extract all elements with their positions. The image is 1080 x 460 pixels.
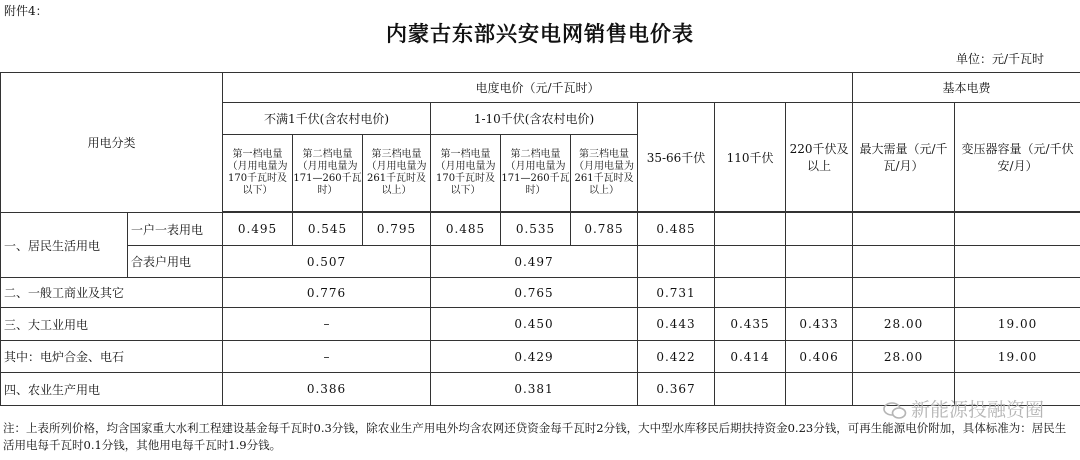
tier2-header-b: 第二档电量（月用电量为171—260千瓦时）	[501, 135, 571, 212]
35-66kv-header: 35-66千伏	[638, 103, 715, 212]
cell: –	[223, 341, 431, 373]
residential-label: 一、居民生活用电	[1, 213, 128, 278]
cell: 0.414	[715, 341, 786, 373]
cell: 0.386	[223, 373, 431, 406]
cell	[638, 246, 715, 278]
shared-meter-label: 合表户用电	[128, 246, 223, 278]
cell: 0.785	[571, 213, 638, 246]
max-demand-header: 最大需量（元/千瓦/月）	[853, 103, 955, 212]
cell: 0.497	[431, 246, 638, 278]
cell: 28.00	[853, 341, 955, 373]
cell: 0.435	[715, 308, 786, 341]
cell	[955, 278, 1080, 308]
cell	[786, 278, 853, 308]
under-1kv-header: 不满1千伏(含农村电价)	[223, 103, 431, 135]
watermark	[883, 395, 1044, 422]
tier1-header-b: 第一档电量（月用电量为170千瓦时及以下）	[431, 135, 501, 212]
cell: 0.507	[223, 246, 431, 278]
energy-price-header: 电度电价（元/千瓦时）	[223, 73, 853, 103]
tier3-header-b: 第三档电量（月用电量为261千瓦时及以上）	[571, 135, 638, 212]
commercial-label: 二、一般工商业及其它	[1, 278, 223, 308]
cell: 28.00	[853, 308, 955, 341]
cell	[715, 213, 786, 246]
cell: 0.429	[431, 341, 638, 373]
transformer-capacity-header: 变压器容量（元/千伏安/月）	[955, 103, 1080, 212]
1-10kv-header: 1-10千伏(含农村电价)	[431, 103, 638, 135]
110kv-header: 110千伏	[715, 103, 786, 212]
220kv-header: 220千伏及以上	[786, 103, 853, 212]
cell	[715, 278, 786, 308]
cell	[715, 373, 786, 406]
cell	[853, 213, 955, 246]
basic-fee-header: 基本电费	[853, 73, 1080, 103]
page-title: 内蒙古东部兴安电网销售电价表	[386, 21, 694, 46]
cell: 0.422	[638, 341, 715, 373]
cell: 0.381	[431, 373, 638, 406]
cell: 0.545	[293, 213, 363, 246]
industrial-label: 三、大工业用电	[1, 308, 223, 341]
tier1-header-a: 第一档电量（月用电量为170千瓦时及以下）	[223, 135, 293, 212]
cell	[715, 246, 786, 278]
furnace-label: 其中：电炉合金、电石	[1, 341, 223, 373]
cell: 0.485	[431, 213, 501, 246]
cell: 0.450	[431, 308, 638, 341]
watermark-text: 新能源投融资圈	[910, 399, 1044, 421]
cell: 19.00	[955, 341, 1080, 373]
cell	[853, 246, 955, 278]
cell: 0.433	[786, 308, 853, 341]
single-meter-label: 一户一表用电	[128, 213, 223, 246]
wechat-icon	[883, 402, 907, 419]
cell: 0.443	[638, 308, 715, 341]
cell: 0.535	[501, 213, 571, 246]
cell	[786, 213, 853, 246]
cell: 19.00	[955, 308, 1080, 341]
tariff-table	[0, 72, 1080, 406]
cell: 0.406	[786, 341, 853, 373]
cell: –	[223, 308, 431, 341]
cell: 0.485	[638, 213, 715, 246]
footnote: 注：上表所列价格，均含国家重大水利工程建设基金每千瓦时0.3分钱，除农业生产用电外均含农网还贷资金每千瓦时2分钱，大中型水库移民后期扶持资金0.23分钱，可再生能源电价附加，具体标准为：居民生活用电每千瓦时0.1分钱，其他用电每千瓦时1.9分钱。	[3, 421, 1067, 452]
cell: 0.765	[431, 278, 638, 308]
cell	[853, 278, 955, 308]
cell: 0.731	[638, 278, 715, 308]
cell: 0.795	[363, 213, 431, 246]
cell	[786, 246, 853, 278]
agriculture-label: 四、农业生产用电	[1, 373, 223, 406]
cell	[955, 213, 1080, 246]
unit-label: 单位：元/千瓦时	[955, 52, 1044, 66]
tier3-header-a: 第三档电量（月用电量为261千瓦时及以上）	[363, 135, 431, 212]
cell: 0.367	[638, 373, 715, 406]
attachment-label: 附件4：	[4, 4, 48, 18]
tier2-header-a: 第二档电量（月用电量为171—260千瓦时）	[293, 135, 363, 212]
cell: 0.495	[223, 213, 293, 246]
cell	[955, 246, 1080, 278]
cell: 0.776	[223, 278, 431, 308]
category-header: 用电分类	[1, 73, 223, 213]
cell	[786, 373, 853, 406]
